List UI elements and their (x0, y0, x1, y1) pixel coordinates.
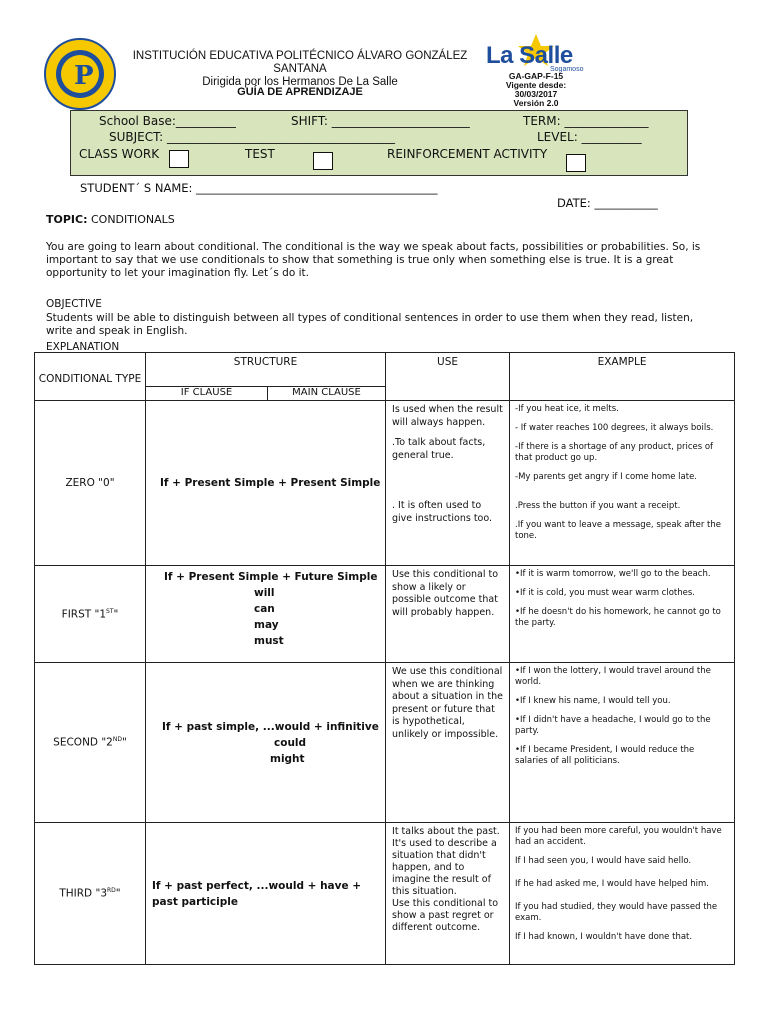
use-line: .To talk about facts, general true. (392, 437, 486, 461)
structure-zero (146, 401, 386, 566)
header-example: EXAMPLE (510, 353, 735, 401)
valid-from: Vigente desde: 30/03/2017 (505, 80, 567, 99)
term-field[interactable]: TERM: ______________ (523, 114, 649, 128)
use-line: We use this conditional when we are thinking about a situation in the present or future that is hypothetical, unlikely or impossible. (392, 666, 503, 740)
topic-label: TOPIC: (46, 213, 88, 226)
example-line: If you had studied, they would have passed the exam. (515, 902, 718, 923)
date-field[interactable]: DATE: ___________ (557, 196, 658, 210)
structure-line: must (254, 635, 284, 647)
test-checkbox[interactable] (313, 152, 333, 170)
guide-title: GUÍA DE APRENDIZAJE (237, 86, 363, 98)
structure-line: might (270, 752, 305, 765)
conditionals-table (34, 352, 735, 965)
type-first (35, 566, 146, 663)
class-work-label: CLASS WORK (79, 147, 160, 161)
test-label: TEST (245, 147, 275, 161)
example-line: If I had seen you, I would have said hello. (515, 856, 692, 866)
type-zero: ZERO "0" (35, 401, 146, 566)
topic-line (46, 213, 175, 226)
student-name-field[interactable]: STUDENT´ S NAME: __________________________________________ (80, 181, 438, 195)
example-line: .Press the button if you want a receipt. (515, 501, 681, 511)
example-line: If I had known, I wouldn't have done that. (515, 932, 693, 942)
document-code-block (486, 72, 586, 108)
logo-wordmark: La Salle (486, 42, 573, 69)
structure-line: will (254, 587, 275, 599)
use-line: . It is often used to give instructions too. (392, 500, 493, 524)
example-line: If you had been more careful, you wouldn't have had an accident. (515, 826, 722, 847)
example-line: •If it is warm tomorrow, we'll go to the beach. (515, 569, 711, 579)
structure-line: If + past simple, ...would + infinitive (162, 720, 379, 733)
institution-subtitle: Dirigida por los Hermanos De La Salle (202, 76, 398, 88)
header-conditional-type: CONDITIONAL TYPE (35, 353, 146, 401)
use-line: Use this conditional to show a likely or possible outcome that will probably happen. (392, 569, 499, 618)
use-third (386, 823, 510, 965)
objective-heading: OBJECTIVE (46, 298, 102, 310)
examples-third (510, 823, 735, 965)
reinforcement-checkbox[interactable] (566, 154, 586, 172)
header-structure: STRUCTURE (146, 353, 386, 387)
example-line: - If water reaches 100 degrees, it always boils. (515, 423, 714, 433)
institution-name: INSTITUCIÓN EDUCATIVA POLITÉCNICO ÁLVARO GONZÁLEZ SANTANA (132, 50, 468, 75)
structure-second (146, 663, 386, 823)
use-second (386, 663, 510, 823)
table-row (35, 663, 735, 823)
intro-paragraph: You are going to learn about conditional. The conditional is the way we speak about facts, possibilities or probabilities. So, is important to say that we use conditionals to show that something is true only when something else is true. It is a great opportunity to let your imagination fly. Let´s do it. (46, 241, 701, 279)
header-if-clause: IF CLAUSE (146, 387, 268, 401)
type-label: THIRD "3 (59, 887, 107, 900)
structure-third (146, 823, 386, 965)
example-line: •If I became President, I would reduce the salaries of all politicians. (515, 745, 695, 766)
examples-first (510, 566, 735, 663)
use-line: Use this conditional to show a past regret or different outcome. (392, 898, 499, 933)
level-field[interactable]: LEVEL: __________ (537, 130, 642, 144)
table-row (35, 401, 735, 566)
use-zero (386, 401, 510, 566)
type-label: FIRST "1 (61, 608, 107, 621)
use-line: Is used when the result will always happen. (392, 404, 503, 428)
example-line: •If he doesn't do his homework, he cannot go to the party. (515, 607, 721, 628)
table-row (35, 823, 735, 965)
example-line: -If you heat ice, it melts. (515, 404, 619, 414)
type-third (35, 823, 146, 965)
explanation-heading: EXPLANATION (46, 341, 120, 353)
example-line: -If there is a shortage of any product, prices of that product go up. (515, 442, 714, 463)
example-line: -My parents get angry if I come home late. (515, 472, 698, 482)
type-quote: " (115, 887, 121, 900)
type-second (35, 663, 146, 823)
type-label: SECOND "2 (53, 736, 113, 749)
topic-value: CONDITIONALS (90, 213, 175, 226)
class-work-checkbox[interactable] (169, 150, 189, 168)
example-line: •If I knew his name, I would tell you. (515, 696, 671, 706)
document-code: GA-GAP-F-15 (508, 71, 564, 81)
type-superscript: ND (112, 736, 122, 744)
header-main-clause: MAIN CLAUSE (268, 387, 386, 401)
structure-first (146, 566, 386, 663)
use-first (386, 566, 510, 663)
example-line: •If I didn't have a headache, I would go to the party. (515, 715, 711, 736)
example-line: .If you want to leave a message, speak after the tone. (515, 520, 721, 541)
type-quote: " (121, 736, 127, 749)
document-version: Versión 2.0 (513, 98, 559, 108)
shift-field[interactable]: SHIFT: _______________________ (291, 114, 470, 128)
reinforcement-label: REINFORCEMENT ACTIVITY (387, 147, 548, 161)
structure-line: can (254, 603, 275, 615)
structure-line: If + past perfect, ...would + have + past participle (152, 879, 362, 908)
type-superscript: ST (106, 607, 114, 615)
svg-text:P: P (74, 61, 94, 91)
structure-line: may (254, 619, 279, 631)
structure-line: If + Present Simple + Present Simple (160, 477, 381, 489)
school-seal-logo (44, 38, 116, 110)
type-quote: " (113, 608, 119, 621)
example-line: If he had asked me, I would have helped him. (515, 879, 709, 889)
logo-city: Sogamoso (550, 66, 584, 73)
school-base-field[interactable]: School Base:__________ (99, 114, 236, 128)
institution-heading (110, 50, 490, 89)
structure-line: could (274, 736, 307, 749)
use-line: It talks about the past. It's used to describe a situation that didn't happen, and to imagine the result of this situation. (392, 826, 500, 897)
structure-line: If + Present Simple + Future Simple (164, 571, 378, 583)
example-line: •If I won the lottery, I would travel around the world. (515, 666, 711, 687)
header-use: USE (386, 353, 510, 401)
la-salle-logo (484, 32, 594, 74)
objective-text: Students will be able to distinguish between all types of conditional sentences in order to use them when they read, listen, write and speak in English. (46, 312, 694, 337)
subject-field[interactable]: SUBJECT: ______________________________________ (109, 130, 396, 144)
activity-info-box (70, 110, 688, 176)
example-line: •If it is cold, you must wear warm clothes. (515, 588, 695, 598)
type-superscript: RD (107, 887, 116, 895)
examples-zero (510, 401, 735, 566)
table-row (35, 566, 735, 663)
examples-second (510, 663, 735, 823)
